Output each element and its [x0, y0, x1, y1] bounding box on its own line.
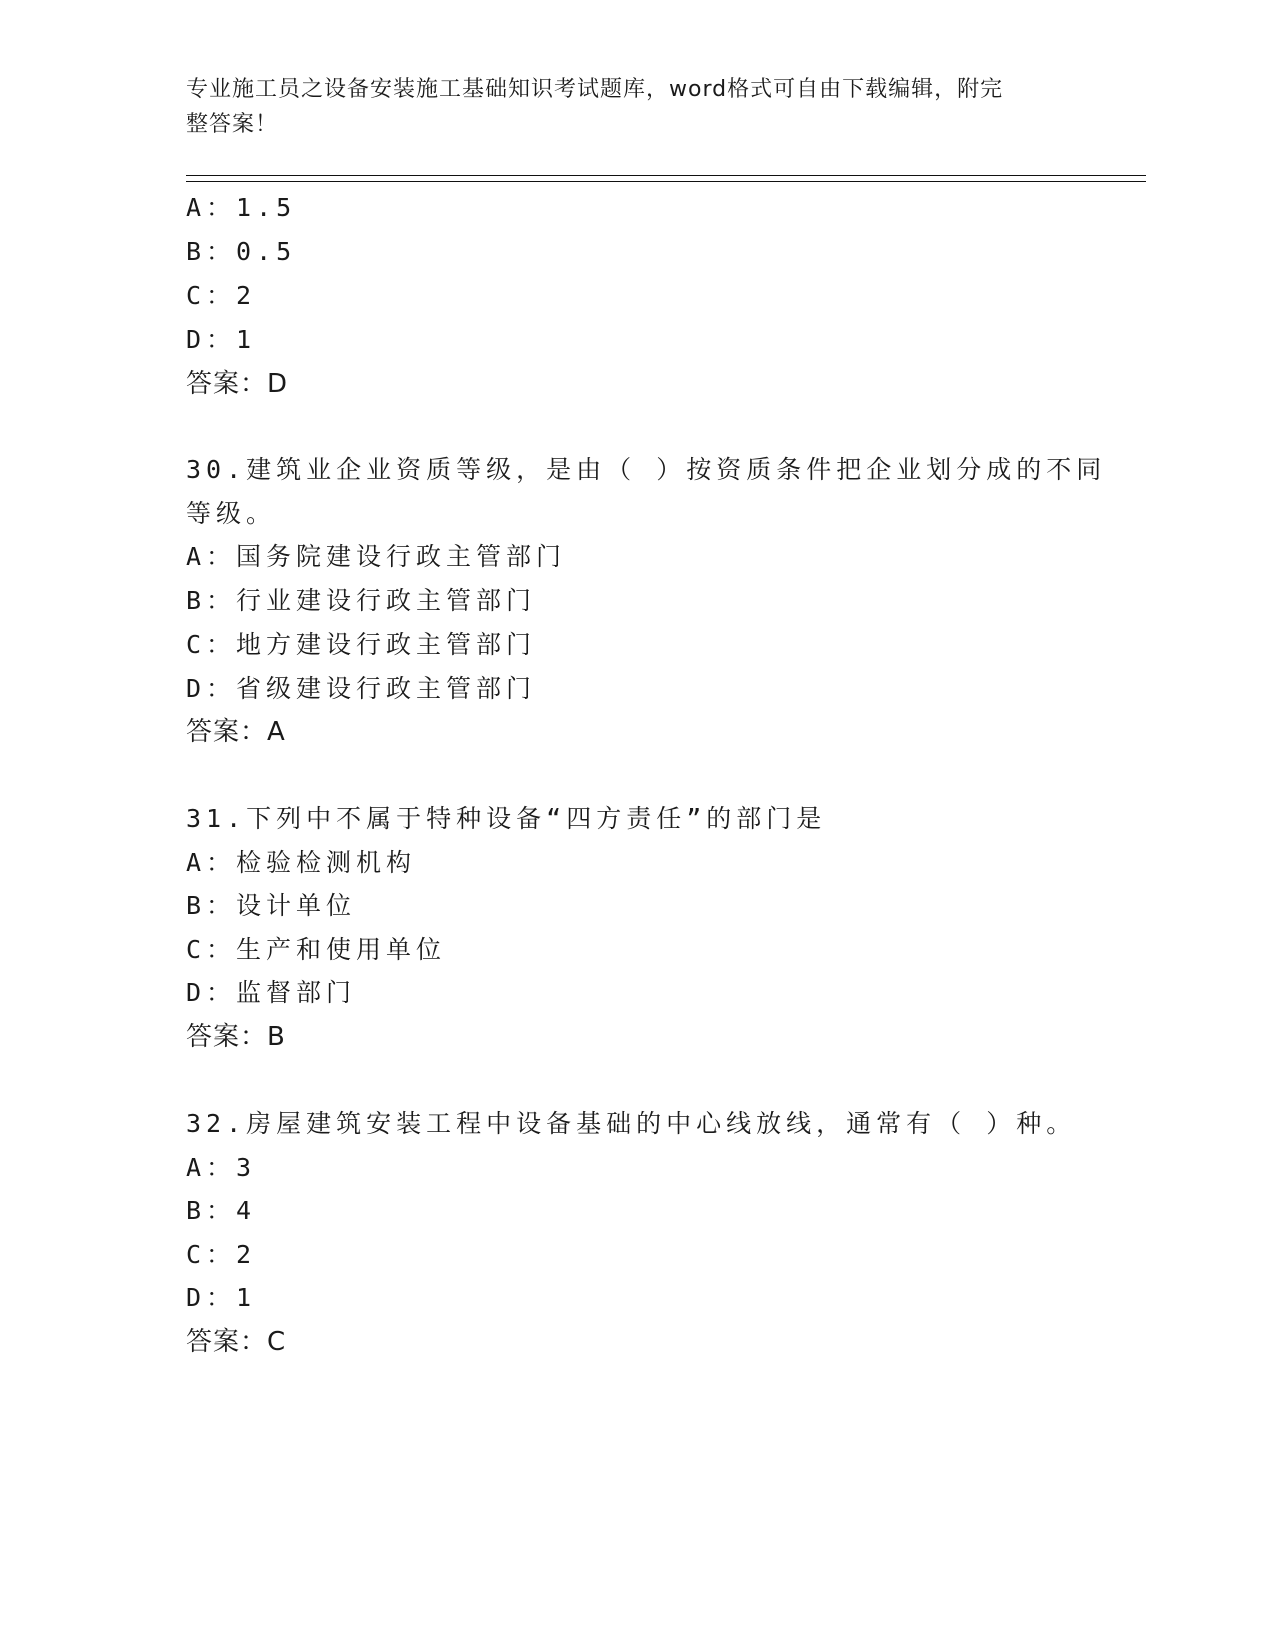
q30-option-a: A：国务院建设行政主管部门 — [186, 542, 567, 571]
q31-option-c: C：生产和使用单位 — [186, 935, 447, 964]
q32-option-d: D：1 — [186, 1283, 257, 1312]
q32-stem: 32.房屋建筑安装工程中设备基础的中心线放线，通常有（ ）种。 — [186, 1109, 1077, 1138]
q29-option-d: D：1 — [186, 325, 257, 354]
q32-answer: 答案：C — [186, 1327, 287, 1357]
q30-stem-line-2: 等级。 — [186, 499, 277, 528]
q29-answer: 答案：D — [186, 369, 289, 399]
q30-option-d: D：省级建设行政主管部门 — [186, 674, 537, 703]
q29-option-c: C：2 — [186, 281, 257, 310]
q30-option-c: C：地方建设行政主管部门 — [186, 630, 537, 659]
header-divider-top — [186, 175, 1146, 176]
header-line-1: 专业施工员之设备安装施工基础知识考试题库，word格式可自由下载编辑，附完 — [186, 77, 1004, 102]
q32-option-b: B：4 — [186, 1196, 257, 1225]
q31-stem: 31.下列中不属于特种设备“四方责任”的部门是 — [186, 804, 827, 833]
q31-option-d: D：监督部门 — [186, 978, 357, 1007]
q30-stem-line-1: 30.建筑业企业资质等级，是由（ ）按资质条件把企业划分成的不同 — [186, 455, 1107, 484]
q31-answer: 答案：B — [186, 1022, 286, 1052]
q30-answer: 答案：A — [186, 717, 286, 747]
q32-option-a: A：3 — [186, 1153, 257, 1182]
q29-option-a: A：1.5 — [186, 193, 297, 222]
q29-option-b: B：0.5 — [186, 237, 297, 266]
q31-option-a: A：检验检测机构 — [186, 848, 417, 877]
q32-option-c: C：2 — [186, 1240, 257, 1269]
header-line-2: 整答案！ — [186, 112, 279, 137]
header-divider-bottom — [186, 181, 1146, 182]
document-header — [186, 72, 1066, 142]
q30-option-b: B：行业建设行政主管部门 — [186, 586, 537, 615]
q31-option-b: B：设计单位 — [186, 891, 357, 920]
